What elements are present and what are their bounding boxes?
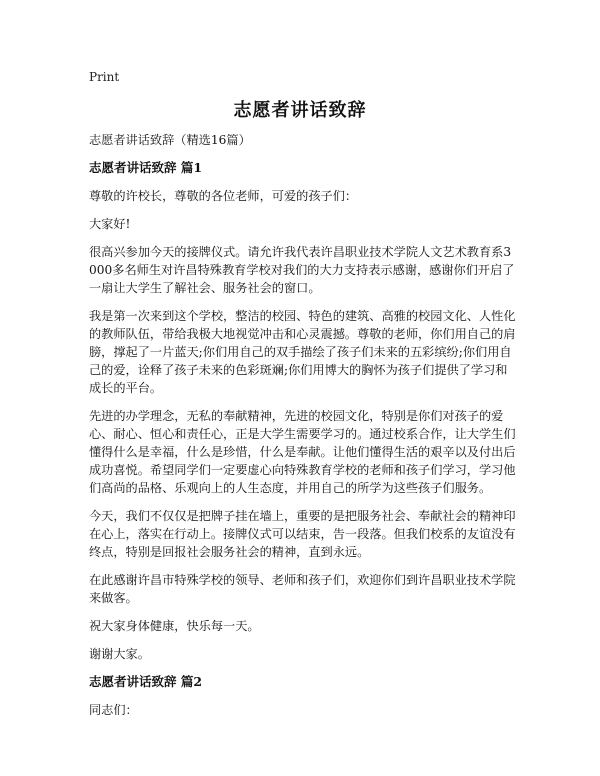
paragraph: 先进的办学理念，无私的奉献精神，先进的校园文化，特别是你们对孩子的爱心、耐心、恒心和责任心，正是大学生需要学习的。通过校系合作，让大学生们懂得什么是幸福，什么是珍惜，什么是奉献。让他们懂得生活的艰辛以及付出后成功喜悦。希望同学们一定要虚心向特殊教育学校的老师和孩子们学习，学习他们高尚的品格、乐观向上的人生态度，并用自己的所学为这些孩子们服务。 bbox=[89, 409, 516, 495]
paragraph: 祝大家身体健康，快乐每一天。 bbox=[89, 619, 260, 633]
paragraph-closing: 谢谢大家。 bbox=[89, 647, 150, 661]
section-heading: 志愿者讲话致辞 篇1 bbox=[89, 160, 203, 175]
paragraph-greeting: 大家好! bbox=[89, 217, 131, 231]
print-link[interactable]: Print bbox=[89, 70, 120, 84]
article-body bbox=[89, 131, 517, 729]
paragraph-salutation: 尊敬的许校长，尊敬的各位老师，可爱的孩子们： bbox=[89, 189, 358, 203]
page-title: 志愿者讲话致辞 bbox=[233, 100, 367, 121]
paragraph: 在此感谢许昌市特殊学校的领导、老师和孩子们，欢迎你们到许昌职业技术学院来做客。 bbox=[89, 573, 516, 605]
section-heading: 志愿者讲话致辞 篇2 bbox=[89, 674, 203, 689]
document-subtitle: 志愿者讲话致辞（精选16篇） bbox=[89, 133, 251, 147]
paragraph: 很高兴参加今天的接牌仪式。请允许我代表许昌职业技术学院人文艺术教育系3000多名师生对许昌特殊教育学校对我们的大力支持表示感谢，感谢你们开启了一扇让大学生了解社会、服务社会的窗口。 bbox=[89, 245, 515, 295]
paragraph: 今天，我们不仅仅是把牌子挂在墙上，重要的是把服务社会、奉献社会的精神印在心上，落实在行动上。接牌仪式可以结束，告一段落。但我们校系的友谊没有终点，特别是回报社会服务社会的精神，直到永远。 bbox=[89, 509, 516, 559]
paragraph-salutation: 同志们： bbox=[89, 703, 138, 717]
paragraph: 我是第一次来到这个学校，整洁的校园、特色的建筑、高雅的校园文化、人性化的教师队伍，带给我极大地视觉冲击和心灵震撼。尊敬的老师，你们用自己的肩膀，撑起了一片蓝天;你们用自己的双手描绘了孩子们未来的五彩缤纷;你们用自己的爱，诠释了孩子未来的色彩斑斓;你们用博大的胸怀为孩子们提供了学习和成长的平台。 bbox=[89, 309, 516, 395]
